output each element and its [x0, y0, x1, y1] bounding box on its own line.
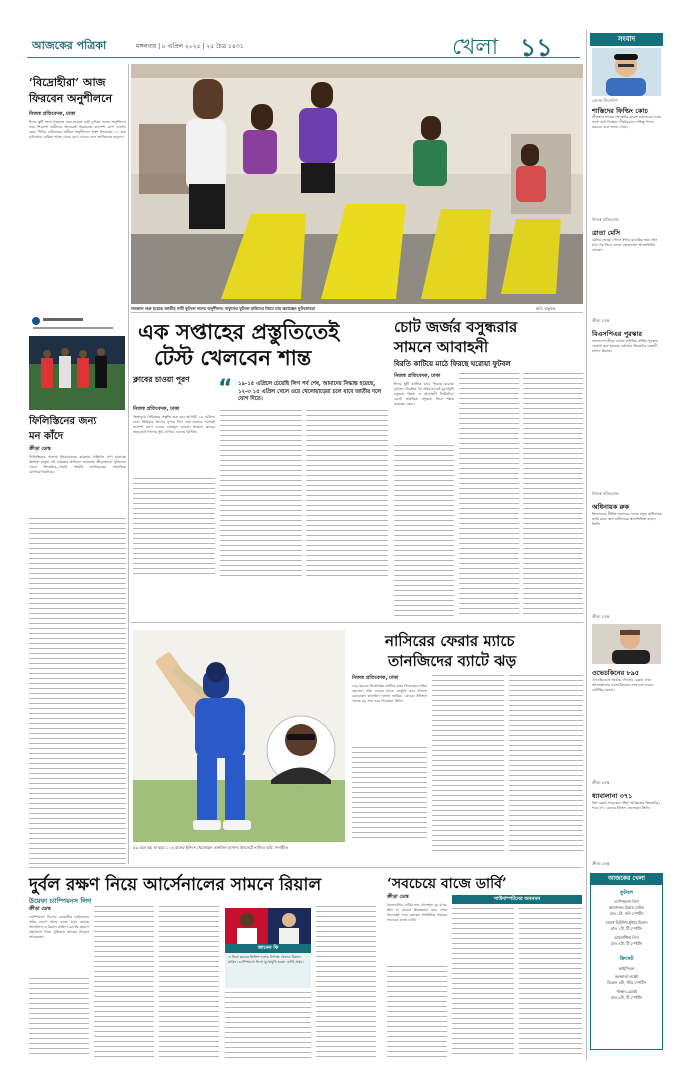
arsenal-headline: দুর্বল রক্ষণ নিয়ে আর্সেনালের সামনে রিয়াল: [29, 875, 322, 895]
tv-item: রাত ১টা, টি স্পোর্টস: [610, 926, 643, 931]
sidebar-item-title: বিএসপিএর পুরস্কার: [592, 330, 642, 338]
tv-category: ক্রিকেট: [619, 956, 634, 962]
arsenal-body-col2: [94, 906, 154, 1058]
football-body-col1: [394, 445, 454, 617]
coach-portrait: [592, 48, 661, 96]
nasir-headline-2: তানজিদের ব্যাটে ঝড়: [388, 652, 517, 670]
arsenal-body-col3: [159, 906, 219, 1058]
arsenal-kicker: উয়েফা চ্যাম্পিয়নস লিগ: [29, 897, 92, 905]
arsenal-body-col4: [225, 992, 311, 1058]
sidebar-item-text: ইংল্যান্ডের সীমিত ওভারের দলের নতুন অধিনায়ক হ্যারি ব্রুক। জস বাটলারের স্থলাভিষিক্ত হলেন তিনি।: [592, 512, 663, 526]
mini-byline: ক্রীড়া ডেস্ক: [29, 446, 51, 452]
sidebar-item-text: বিশ্ব রেকর্ড গড়েছেন দক্ষিণ আফ্রিকার ক্রিকেটার। পরে ৩৭১ রানের ইনিংস খেলেছেন তিনি।: [592, 801, 660, 810]
section-title: খেলা: [452, 35, 499, 60]
hero-photo: [131, 64, 583, 304]
shanto-body-col2: [220, 410, 302, 576]
tv-item: আইপিএল: [618, 966, 635, 971]
sidebar-item-text: শ্রীলঙ্কার সাবেক ক্রিকেটার রুমেশ রত্নায়েকে দলের সঙ্গে যোগ দিচ্ছেন। দীর্ঘমেয়াদে দায়িত্ব পালন করবেন বলে জানা গেছে।: [592, 115, 662, 129]
coach-photo: [592, 48, 661, 96]
sidebar-item-source: ক্রীড়া ডেস্ক: [592, 318, 610, 323]
arsenal-photo: [225, 908, 311, 944]
tv-item: আর্সেনাল-রিয়াল মাদ্রিদ: [608, 905, 645, 910]
shanto-headline-1: এক সপ্তাহের প্রস্তুতিতেই: [138, 319, 340, 344]
info-box-title: জানেন কি: [225, 944, 311, 953]
arsenal-body: চ্যাম্পিয়নস লিগের কোয়ার্টার ফাইনালের প্রথম লেগে আজ রাতে মাঠে নামছে আর্সেনাল ও রিয়াল মাদ্রিদ। চোটের কারণে রক্ষণভাগ নিয়ে দুশ্চিন্তায় আছেন মিকেল আরতেতা।: [29, 915, 89, 939]
sidebar-header: সংবাদ: [590, 33, 663, 46]
dateline: মঙ্গলবার | ৮ এপ্রিল ২০২৫ | ২৫ চৈত্র ১৪৩১: [136, 43, 244, 50]
derby-headline: ‘সবচেয়ে বাজে ডার্বি’: [387, 876, 507, 892]
tv-item: আর্জেন্টিনা লিগ: [614, 935, 639, 940]
sidebar-item-title: ত্রাতা মেসি: [592, 229, 621, 237]
section-divider: [29, 867, 583, 868]
section-divider: [131, 312, 583, 313]
arsenal-body-col5: [316, 906, 376, 1058]
page-number: ১১: [520, 33, 553, 62]
shanto-quote: ১৯-১৫ এপ্রিলে চেয়েছি লিগ পর্ব শেষ, আমাদের সিদ্ধান্ত হয়েছে, ১২-৩ ১৫ এপ্রিল খেলে ওরে খেলোয়াড়েরা চলে যাবে জাতীয় দলে যোগ দিতে।: [238, 381, 382, 402]
football-body-col2: [459, 373, 519, 617]
sidebar-item-text: বাংলাদেশ ক্রীড়া লেখক সমিতির বার্ষিক পুরস্কার ঘোষণা করা হয়েছে। বর্ষসেরা ক্রিকেটার মেহেদী হাসান মিরাজ।: [592, 339, 658, 353]
column-rule: [128, 64, 129, 864]
social-post-image: [29, 314, 125, 410]
football-subhead: বিরতি কাটিয়ে মাঠে ফিরছে ঘরোয়া ফুটবল: [394, 360, 511, 368]
players-illustration: [225, 908, 311, 944]
football-team-photo: [29, 314, 125, 410]
football-body-col3: [523, 373, 583, 617]
player-portrait: [592, 624, 661, 664]
shanto-headline-2: টেস্ট খেলবেন শান্ত: [154, 345, 312, 370]
derby-box-title: সাউদাম্পটনের অবনমন: [452, 895, 582, 904]
nasir-byline: নিজস্ব প্রতিবেদক, ঢাকা: [352, 675, 399, 681]
shanto-body: জিম্বাবুয়ে সিরিজের প্রস্তুতি শুরু হবে আগামী ১৬ এপ্রিল। ঢাকা প্রিমিয়ার লিগের সুপার লিগ শেষ হওয়ার পরপরই ক্যাম্পে যোগ দেবেন নাজমুল হোসেন শান্তরা। ক্লাবের অনুরোধে লিগের সূচি এগিয়ে এনেছে বিসিবি।: [133, 415, 215, 434]
sidebar-item-source: নিজস্ব প্রতিবেদক: [592, 217, 619, 222]
tv-item: রাত ৮টা, টি স্পোর্টস: [610, 995, 643, 1000]
tv-item: বায়ার্ন মিউনিখ-ইন্টার মিলান: [605, 920, 648, 925]
nasir-body: দেড় বছরের নিষেধাজ্ঞা কাটিয়ে মাঠে ফিরেছেন নাসির হোসেন। তাঁর ফেরার ম্যাচে সেঞ্চুরি করে আলো কেড়েছেন তানজিদ হাসান তামিম। ঝোড়ো ইনিংসে দলকে বড় জয় এনে দিয়েছেন তিনি।: [352, 684, 427, 703]
nasir-body-col2: [432, 675, 504, 853]
mini-body: ফিলিস্তিনের গাজায় ইসরায়েলের হামলায় প্রতিদিন প্রাণ হারাচ্ছে অসংখ্য মানুষ। এই বর্বরতার প্রতিবাদ জানাচ্ছে ক্রীড়াঙ্গনও। ফুটবলার থেকে ক্রিকেটার—সবাই সংহতি জানিয়েছেন সামাজিক যোগাযোগমাধ্যমে।: [29, 455, 126, 474]
sidebar-item-source: ক্রীড়া ডেস্ক: [592, 861, 610, 866]
sidebar-item-text: মেসির জোড়া গোলে ইন্টার মায়ামির জয়। তিন ম্যাচ পর ফিরে দলকে জেতালেন আর্জেন্টাইন তারকা।: [592, 238, 658, 252]
mini-body-continued: [29, 518, 126, 866]
nasir-body-col1: [352, 747, 427, 842]
derby-body-col1: [387, 966, 447, 1058]
sidebar-photo-credit: জেসন গিলেস্পি: [592, 98, 618, 103]
hero-credit: ছবি: বাফুফে: [536, 306, 556, 311]
shanto-body-col1: [133, 478, 215, 576]
gym-training-illustration: [131, 64, 583, 304]
nasir-caption: ৫৯ বলে ছয় বা ছয়ে ১০৩ রানের ইনিংস খেলেছেন তানজিদ হাসান। ইনসেটে নাসির। ছবি: সংগৃহীত: [133, 845, 289, 850]
batsman-illustration: [133, 630, 345, 842]
football-headline-1: চোট জর্জর বসুন্ধরার: [394, 318, 518, 336]
mini-headline-2: মন কাঁদে: [29, 431, 64, 442]
paper-logo: আজকের পত্রিকা: [32, 39, 107, 52]
lead-body: ঈদের ছুটি শেষে গতকাল শুরু হয়েছে নারী ফুটবল দলের অনুশীলন। তবে শিরোপা জয়ীদের অনেকেই সময়মতো ক্যাম্পে যোগ দেননি। কোচ পিটার বাটলারের অধীনে অনুশীলনে অংশ নিয়েছেন ১৭ জন ফুটবলার। বাকিরা আজ থেকে যোগ দেবেন বলে জানিয়েছে বাফুফে।: [29, 120, 126, 139]
derby-body-col2: [452, 908, 514, 1058]
nasir-body-col3: [509, 675, 583, 853]
tv-item: বিকেল ৪টা, স্টার স্পোর্টস: [607, 980, 646, 985]
sidebar-item-text: এনএইচএলে সর্বোচ্চ গোলের রেকর্ড এখন আলেক্সান্ডার ওভেচকিনের। ভাঙলেন ওয়েন গ্রেটস্কির রেকর্ড।: [592, 678, 654, 692]
derby-body: ম্যানচেস্টার ডার্বির ফল গোলশূন্য ড্র। ম্যাচে ছিল না কোনো উত্তেজনা। ম্যাচ শেষে অনেকেই একে বলছেন সাম্প্রতিক সময়ের সবচেয়ে বাজে ডার্বি।: [387, 903, 447, 922]
info-box-text: এ নিয়ে ছয়বার ইংলিশ দলের বিপক্ষে খেলবে রিয়াল মাদ্রিদ। চ্যাম্পিয়নস লিগে মুখোমুখি হওয়া এটাই প্রথম।: [228, 955, 304, 964]
shanto-body-col3: [306, 410, 388, 576]
arsenal-byline: ক্রীড়া ডেস্ক: [29, 906, 51, 912]
sidebar-item-source: ক্রীড়া ডেস্ক: [592, 614, 610, 619]
nasir-headline-1: নাসিরের ফেরার ম্যাচে: [385, 632, 515, 650]
cricket-photo: [133, 630, 345, 842]
sidebar-item-title: ধ্যাবালানা ৩৭১: [592, 792, 633, 800]
football-body: ঈদের ছুটি কাটিয়ে মাঠে ফিরছে ঘরোয়া ফুটবল। বিরতির পর প্রথম ম্যাচেই মুখোমুখি বসুন্ধরা কিংস ও আবাহনী লিমিটেড। চোটে জর্জরিত বসুন্ধরা নিয়ে শঙ্কায় রয়েছেন কোচ।: [394, 382, 454, 406]
sidebar-item-title: অধিনায়ক রুক: [592, 503, 630, 511]
mini-headline-1: ফিলিস্তিনের জন্য: [29, 416, 97, 427]
tv-item: কলকাতা-লক্ষ্ণৌ: [614, 974, 639, 979]
column-rule: [586, 30, 587, 1060]
sidebar-item-title: শাস্তিদের ফিল্ডিং কোচ: [592, 107, 648, 115]
derby-body-col3: [519, 908, 582, 1058]
tv-item: চ্যাম্পিয়নস লিগ: [614, 899, 639, 904]
arsenal-body-col1: [29, 978, 89, 1058]
lead-byline: নিজস্ব প্রতিবেদক, ঢাকা: [29, 111, 76, 117]
tv-item: রাত ৪টা, টি স্পোর্টস: [610, 941, 643, 946]
football-byline: নিজস্ব প্রতিবেদক, ঢাকা: [394, 373, 441, 379]
football-headline-2: সামনে আবাহনী: [394, 338, 489, 356]
section-divider: [131, 622, 583, 623]
sidebar-item-source: ক্রীড়া ডেস্ক: [592, 780, 610, 785]
sidebar-item-source: নিজস্ব প্রতিবেদক: [592, 491, 619, 496]
shanto-byline: নিজস্ব প্রতিবেদক, ঢাকা: [133, 406, 180, 412]
lead-headline-1: ‘বিদ্রোহীরা’ আজ: [29, 76, 106, 89]
shanto-kicker: ক্লাবের চাওয়া পূরণ: [133, 375, 190, 384]
tv-category: ফুটবল: [620, 890, 633, 896]
derby-byline: ক্রীড়া ডেস্ক: [387, 894, 409, 900]
tv-schedule-header: আজকের খেলা: [590, 873, 663, 885]
hockey-photo: [592, 624, 661, 664]
hero-caption: গতকাল শুরু হয়েছে জাতীয় নারী ফুটবল দলের অনুশীলন। বাফুফের ফুটবল হাউসের জিমে ঘাম ঝরাচ্ছেন ফুটবলাররা: [131, 306, 315, 311]
tv-item: পাঞ্জাব-চেন্নাই: [616, 989, 637, 994]
quote-mark-icon: “: [218, 376, 233, 401]
sidebar-item-title: ওভেচকিনের ৮৯৫: [592, 669, 640, 677]
tv-item: রাত ১টা, সনি স্পোর্টস: [609, 911, 644, 916]
lead-headline-2: ফিরবেন অনুশীলনে: [29, 92, 113, 105]
